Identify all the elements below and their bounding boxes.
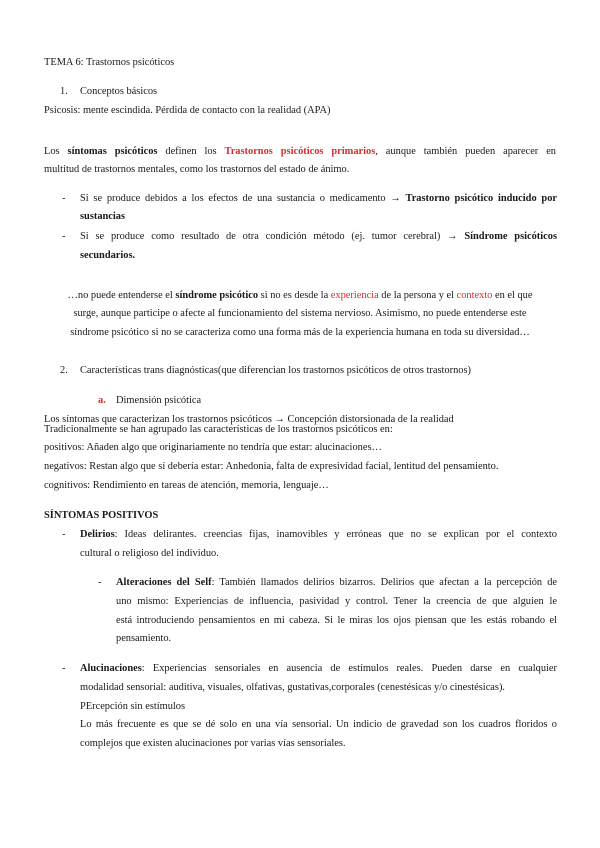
- section-a-heading: Dimensión psicótica: [116, 395, 202, 406]
- bullet1-plain: Si se produce debidos a los efectos de una sustancia o medicamento →: [80, 193, 406, 204]
- self-line3: está introduciendo pensamientos en mi cabeza. Si le miras los ojos piensan que les estás robando el: [116, 615, 557, 626]
- quote-red-experiencia: experiencia: [330, 290, 379, 301]
- self-line2: uno mismo: Experiencias de influencia, pasividad y control. Tener la creencia de que alguien le: [116, 596, 557, 607]
- delirios-desc: : Ideas delirantes. creencias fijas, inamovibles y erróneas que no se explican por el contexto: [114, 529, 557, 540]
- alucinaciones-line3: PErcepción sin estímulos: [80, 701, 186, 712]
- bullet2-line2: [80, 249, 135, 262]
- delirios-dash: -: [62, 529, 66, 540]
- alucinaciones-line2: modalidad sensorial: auditiva, visuales, olfativas, gustativas,corporales (cenestésicas y/o cinestésicas).: [80, 682, 506, 693]
- self-line4: pensamiento.: [116, 633, 172, 644]
- quote-line3: síndrome psicótico si no se caracteriza como una forma más de la experiencia humana en toda su diversidad…: [70, 327, 530, 338]
- self-dash: -: [98, 577, 102, 588]
- alucinaciones-desc: : Experiencias sensoriales en ausencia de estímulos reales. Pueden darse en cualquier: [141, 663, 557, 674]
- alucinaciones-dash: -: [62, 663, 66, 674]
- positivos-line: positivos: Añaden algo que originariamente no tendría que estar: alucinaciones…: [44, 442, 382, 453]
- section-2-number: 2.: [60, 365, 68, 376]
- alucinaciones-text: [80, 662, 557, 675]
- section-1-number: 1.: [60, 86, 68, 97]
- quote-text-c: si no es desde la: [258, 290, 331, 301]
- section-a-letter: [98, 394, 106, 407]
- bullet2-bold: Síndrome psicóticos: [464, 231, 557, 242]
- negativos-line: negativos: Restan algo que sí debería estar: Anhedonia, falta de expresividad facial, lentitud del pensamiento.: [44, 461, 499, 472]
- section-2-heading: Características trans diagnósticas(que diferencian los trastornos psicóticos de otros trastornos): [80, 365, 471, 376]
- delirios-text: [80, 528, 557, 541]
- self-text: [116, 576, 557, 589]
- delirios-label: Delirios: [80, 529, 115, 540]
- self-desc: : También llamados delirios bizarros. Delirios que afectan a la percepción de: [211, 577, 558, 588]
- sintomas-line: Los síntomas que caracterizan los trastornos psicóticos → Concepción distorsionada de la realidad: [44, 414, 454, 425]
- section-1-heading: Conceptos básicos: [80, 86, 158, 97]
- alucinaciones-label: Alucinaciones: [80, 663, 142, 674]
- p1-text-c: definen los: [157, 146, 225, 157]
- p1-text-a: Los: [44, 146, 68, 157]
- bullet2-bold2: secundarios.: [80, 250, 136, 261]
- bullet2-plain: Si se produce como resultado de otra condición método (ej. tumor cerebral) →: [80, 231, 465, 242]
- quote-line1: [50, 289, 550, 302]
- bullet1-text: [80, 192, 557, 205]
- paragraph-sintomas: [44, 145, 556, 158]
- bullet1-bold2: sustancias: [80, 211, 126, 222]
- quote-bold-sindrome: síndrome psicótico: [175, 290, 259, 301]
- quote-text-a: …no puede entenderse el: [67, 290, 176, 301]
- psicosis-definition: Psicosis: mente escindida. Pérdida de contacto con la realidad (APA): [44, 105, 331, 116]
- bullet1-bold: Trastorno psicótico inducido por: [405, 193, 557, 204]
- p1-text-e: , aunque también pueden aparecer en: [375, 146, 557, 157]
- delirios-line2: cultural o religioso del individuo.: [80, 548, 219, 559]
- bullet1-line2: [80, 210, 125, 223]
- paragraph-sintomas-line2: multitud de trastornos mentales, como los trastornos del estado de ánimo.: [44, 164, 350, 175]
- quote-text-e: de la persona y el: [378, 290, 457, 301]
- p1-bold-sintomas: síntomas psicóticos: [67, 146, 158, 157]
- quote-line2: surge, aunque participe o afecte al funcionamiento del sistema nervioso. Asimismo, no puede entenderse este: [73, 308, 527, 319]
- quote-red-contexto: contexto: [456, 290, 493, 301]
- sintomas-positivos-heading: [44, 509, 158, 522]
- bullet2-text: [80, 230, 557, 243]
- quote-text-g: en el que: [492, 290, 533, 301]
- self-label: Alteraciones del Self: [116, 577, 212, 588]
- tradicionalmente-line: Tradicionalmente se han agrupado las características de los trastornos psicóticos en:: [44, 424, 393, 435]
- document-title: TEMA 6: Trastornos psicóticos: [44, 57, 175, 68]
- section-a-letter-text: a.: [98, 395, 106, 406]
- bullet2-dash: -: [62, 231, 66, 242]
- sintomas-positivos-heading-text: SÍNTOMAS POSITIVOS: [44, 510, 159, 521]
- p1-red-trastornos: Trastornos psicóticos primarios: [224, 146, 376, 157]
- alucinaciones-line5: complejos que existen alucinaciones por varias vías sensoriales.: [80, 738, 346, 749]
- alucinaciones-line4: Lo más frecuente es que se dé solo en una vía sensorial. Un indicio de gravedad son los cuadros floridos o: [80, 719, 557, 730]
- bullet1-dash: -: [62, 193, 66, 204]
- cognitivos-line: cognitivos: Rendimiento en tareas de atención, memoria, lenguaje…: [44, 480, 329, 491]
